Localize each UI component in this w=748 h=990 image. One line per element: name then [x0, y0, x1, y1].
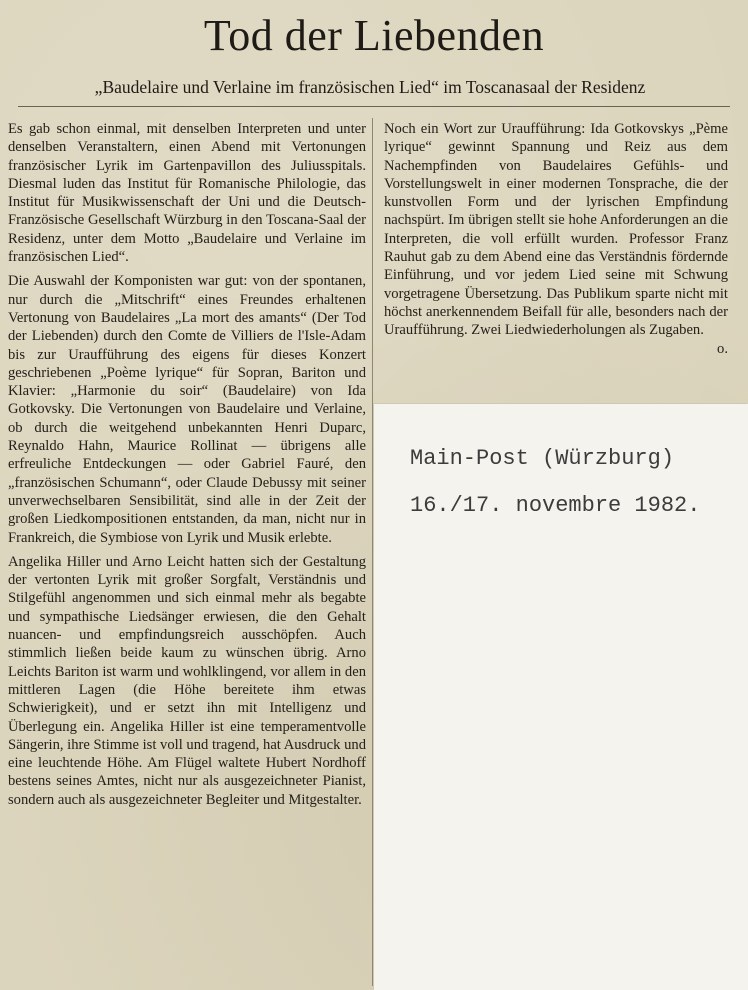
paragraph-premiere: Noch ein Wort zur Uraufführung: Ida Gotkovskys „Pème lyrique“ gewinnt Spannung und Reiz aus dem Nachempfinden von Baudelaires Gefühls- und Vorstellungswelt in einer modernen Tonsprache, die der kunstvollen Form und der lyrischen Empfindung nachspürt. Im übrigen stellt sie hohe Anforderungen an die Interpreten, die voll erfüllt wurden. Professor Franz Rauhut gab zu dem Abend eine das Verständnis fördernde Einführung, und vor jedem Lied seine mit Schwung vorgetragene Übersetzung. Das Publikum sparte nicht mit höchst anerkennendem Beifall für alle, besonders nach der Uraufführung. Zwei Liedwiederholungen als Zugaben. [384, 121, 728, 339]
author-signature: o. [717, 340, 728, 357]
column-divider [372, 118, 373, 986]
article-right-column [384, 120, 728, 358]
article-subheadline: „Baudelaire und Verlaine im französischen Lied“ im Toscanasaal der Residenz [94, 77, 646, 97]
paragraph-composers: Die Auswahl der Komponisten war gut: von der spontanen, nur durch die „Mitschrift“ eines Freundes erhaltenen Vertonung von Baudelaires „La mort des amants“ (Der Tod der Liebenden) durch den Comte de Villiers de l'Isle-Adam bis zur Uraufführung des eigens für dieses Konzert geschriebenen „Poème lyrique“ für Sopran, Bariton und Klavier: „Harmonie du soir“ (Baudelaire) von Ida Gotkovsky. Die Vertonungen von Baudelaire und Verlaine, ob durch die weitgehend unbekannten Henri Duparc, Reynaldo Hahn, Maurice Rollinat — übrigens alle erfreuliche Entdeckungen — oder Gabriel Fauré, den „französischen Schumann“, oder Claude Debussy mit seiner unverwechselbaren Sensibilität, sind alle in der Zeit der großen Liedkompositionen entstanden, da man, nicht nur in Frankreich, die Symbiose von Lyrik und Musik erlebte. [8, 273, 366, 546]
source-date: 16./17. novembre 1982. [410, 493, 701, 518]
typed-source-card [374, 404, 748, 990]
source-publication: Main-Post (Würzburg) [410, 446, 675, 471]
article-left-column [8, 120, 366, 809]
headline-rule [18, 106, 730, 107]
paragraph-performers: Angelika Hiller und Arno Leicht hatten sich der Gestaltung der vertonten Lyrik mit großer Sorgfalt, Verständnis und Stilgefühl angenommen und sich einmal mehr als begabte und sympathische Liedsänger erwiesen, die den Gehalt nuancen- und empfindungsreich ausschöpfen. Auch stimmlich ließen beide kaum zu wünschen übrig. Arno Leichts Bariton ist warm und wohlklingend, vor allem in den mittleren Lagen (die Höhe bereitete ihm etwas Schwierigkeit), und er setzt ihn mit Intelligenz und Überlegung ein. Angelika Hiller ist eine temperamentvolle Sängerin, ihre Stimme ist voll und tragend, hat Ausdruck und eine leuchtende Höhe. Am Flügel waltete Hubert Nordhoff bestens seines Amtes, nicht nur als ausgezeichneter Pianist, sondern auch als ausgezeichneter Begleiter und Mitgestalter. [8, 553, 366, 808]
paragraph-intro: Es gab schon einmal, mit denselben Interpreten und unter denselben Veranstaltern, einen Abend mit Vertonungen französischer Lyrik im Gartenpavillon des Juliusspitals. Diesmal luden das Institut für Romanische Philologie, das Institut für Musikwissenschaft der Uni und die Deutsch-Französische Gesellschaft Würzburg in den Toscana-Saal der Residenz, unter dem Motto „Baudelaire und Verlaine im französischen Lied“. [8, 121, 366, 266]
article-headline: Tod der Liebenden [203, 11, 545, 60]
